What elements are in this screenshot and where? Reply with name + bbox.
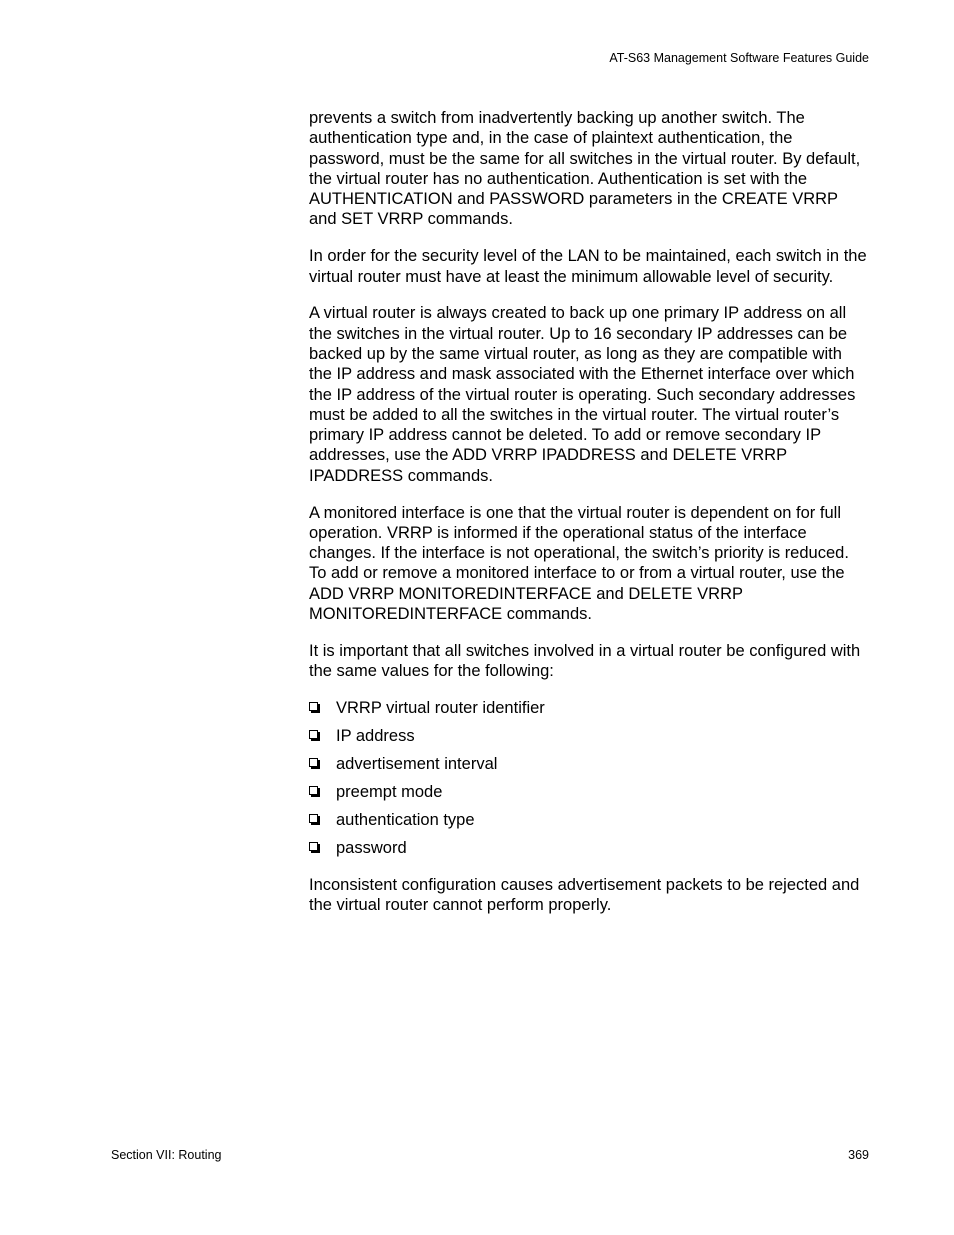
running-header: AT-S63 Management Software Features Guide: [609, 51, 869, 65]
footer-section-label: Section VII: Routing: [111, 1148, 222, 1162]
checkbox-bullet-icon: [309, 814, 318, 823]
list-item: [309, 810, 869, 830]
list-item: [309, 782, 869, 802]
paragraph-same-values: It is important that all switches involved in a virtual router be configured with the same values for the following:: [309, 641, 861, 681]
configuration-values-list: [309, 698, 869, 858]
paragraph-inconsistent-configuration: Inconsistent configuration causes advertisement packets to be rejected and the virtual router cannot perform properly.: [309, 875, 860, 914]
list-item: [309, 754, 869, 774]
list-item-label: advertisement interval: [336, 754, 498, 773]
list-item: [309, 726, 869, 746]
list-item-label: preempt mode: [336, 782, 443, 801]
checkbox-bullet-icon: [309, 842, 318, 851]
body-text: [309, 108, 869, 932]
paragraph-authentication: prevents a switch from inadvertently backing up another switch. The authentication type and, in the case of plaintext authentication, the password, must be the same for all switches in the virtual router. By default, the virtual router has no authentication. Authentication is set with the AUTHENTICATION and PASSWORD parameters in the CREATE VRRP and SET VRRP commands.: [309, 109, 861, 229]
checkbox-bullet-icon: [309, 730, 318, 739]
list-item-label: IP address: [336, 726, 415, 745]
paragraph-monitored-interface: A monitored interface is one that the virtual router is dependent on for full operation. VRRP is informed if the operational status of the interface changes. If the interface is not operational, the switch’s priority is reduced. To add or remove a monitored interface to or from a virtual router, use the ADD VRRP MONITOREDINTERFACE and DELETE VRRP MONITOREDINTERFACE commands.: [309, 503, 849, 624]
checkbox-bullet-icon: [309, 786, 318, 795]
paragraph-ip-addresses: A virtual router is always created to back up one primary IP address on all the switches in the virtual router. Up to 16 secondary IP addresses can be backed up by the same virtual router, as long as they are compatible with the IP address and mask associated with the Ethernet interface over which the IP address of the virtual router is operating. Such secondary addresses must be added to all the switches in the virtual router. The virtual router’s primary IP address cannot be deleted. To add or remove secondary IP addresses, use the ADD VRRP IPADDRESS and DELETE VRRP IPADDRESS commands.: [309, 304, 856, 485]
list-item: [309, 698, 869, 718]
list-item-label: password: [336, 838, 407, 857]
list-item: [309, 838, 869, 858]
checkbox-bullet-icon: [309, 758, 318, 767]
checkbox-bullet-icon: [309, 702, 318, 711]
list-item-label: VRRP virtual router identifier: [336, 698, 545, 717]
paragraph-security-level: In order for the security level of the LAN to be maintained, each switch in the virtual router must have at least the minimum allowable level of security.: [309, 247, 867, 286]
list-item-label: authentication type: [336, 810, 475, 829]
footer-page-number: 369: [848, 1148, 869, 1162]
